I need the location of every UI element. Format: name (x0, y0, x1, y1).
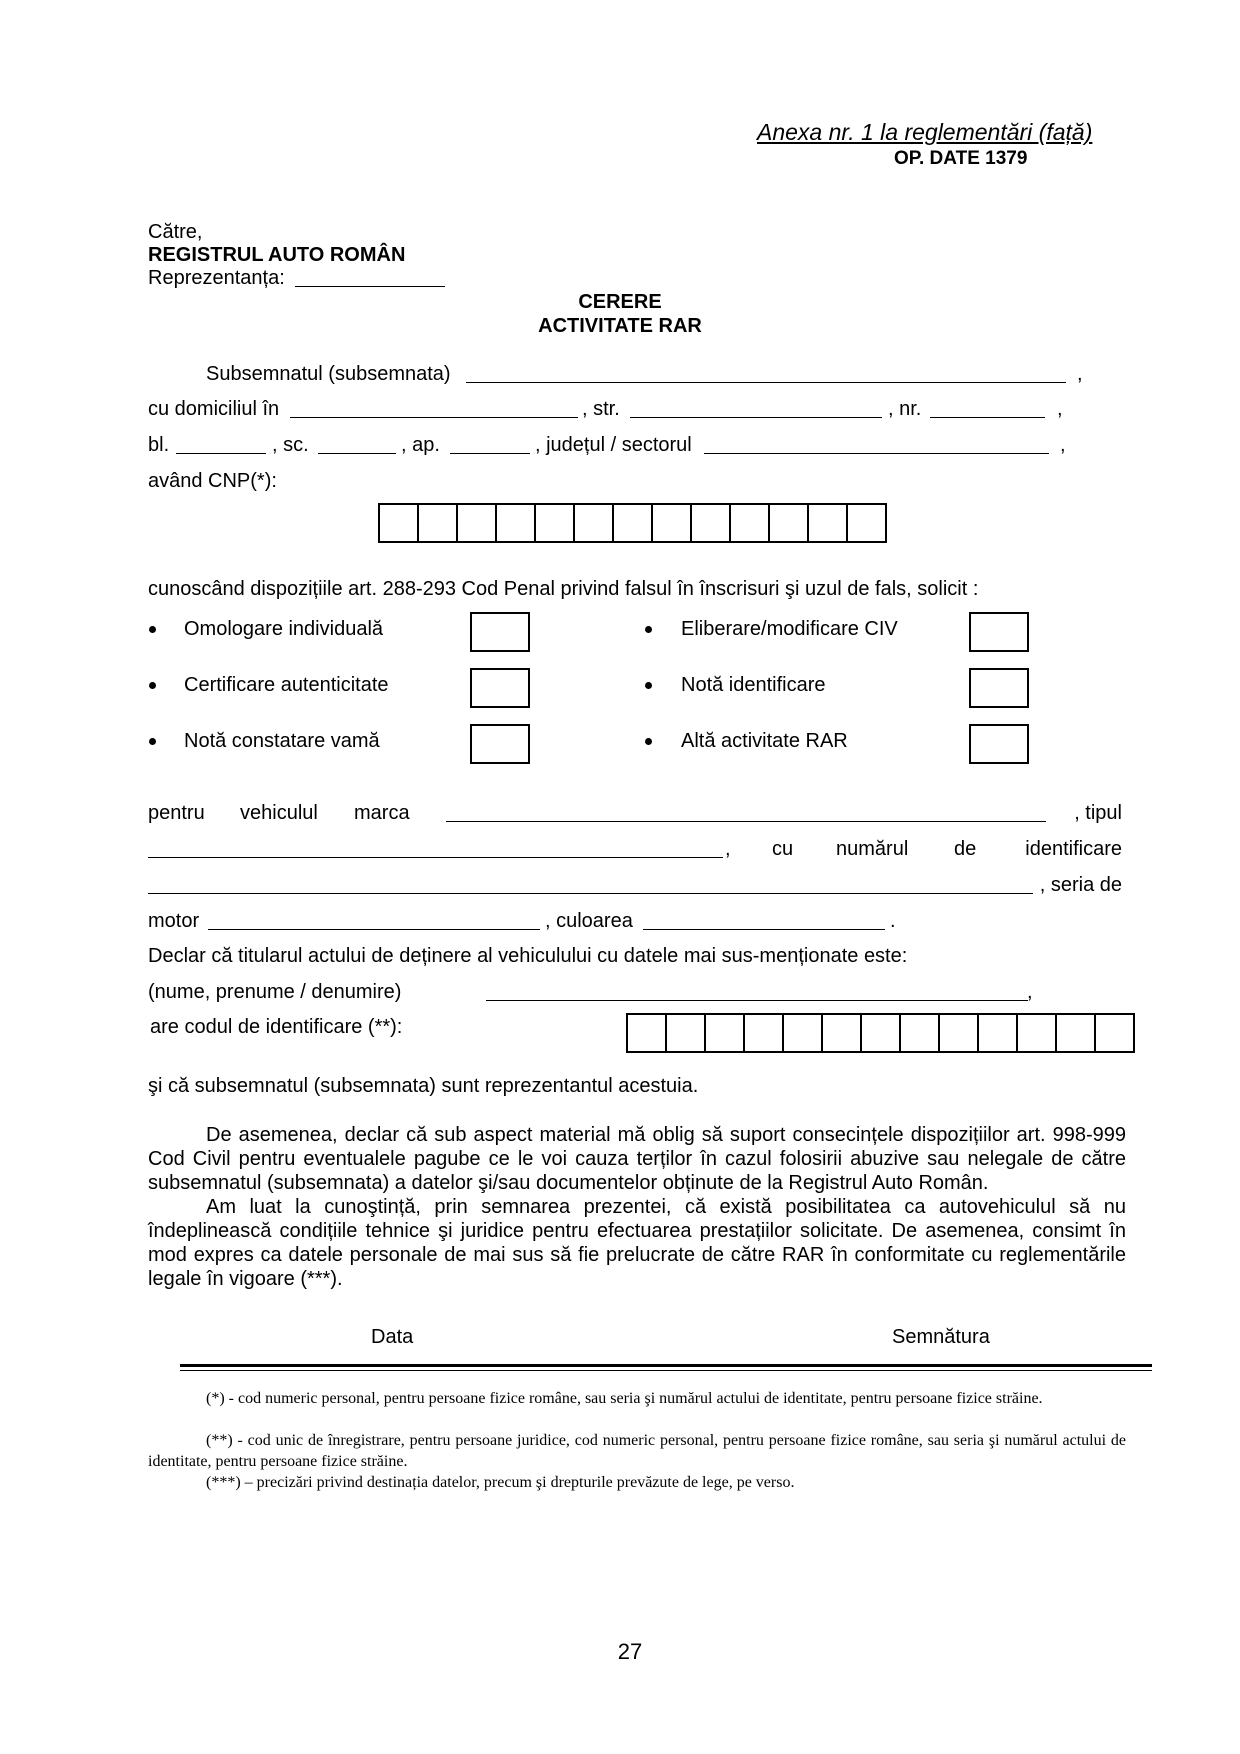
option-checkbox[interactable] (969, 724, 1029, 764)
owner-code-label: are codul de identificare (**): (150, 1016, 403, 1038)
make-field[interactable] (446, 821, 1046, 822)
vin-field[interactable] (148, 893, 1033, 894)
representative-label: Reprezentanța: (148, 267, 285, 289)
domiciliu-field[interactable] (290, 417, 578, 418)
form-title: CERERE (578, 291, 662, 313)
vehicle-word: identificare (1025, 838, 1122, 860)
owner-code-grid[interactable] (626, 1013, 1135, 1053)
street-field[interactable] (630, 417, 882, 418)
cnp-cell[interactable] (575, 505, 614, 541)
code-cell[interactable] (1096, 1015, 1135, 1051)
cnp-cell[interactable] (614, 505, 653, 541)
vehicle-word: pentru (148, 802, 205, 824)
comma: , (1060, 434, 1066, 456)
code-cell[interactable] (1057, 1015, 1096, 1051)
bullet-icon (645, 626, 652, 633)
option-checkbox[interactable] (969, 612, 1029, 652)
code-cell[interactable] (706, 1015, 745, 1051)
type-field[interactable] (148, 857, 723, 858)
comma: , (1077, 363, 1083, 385)
cnp-label: având CNP(*): (148, 470, 277, 492)
domiciliu-label: cu domiciliul în (148, 398, 280, 420)
option-label: Certificare autenticitate (184, 674, 389, 696)
engine-series-label: , seria de (1039, 874, 1122, 896)
code-cell[interactable] (823, 1015, 862, 1051)
subsemnatul-label: Subsemnatul (subsemnata) (206, 363, 451, 385)
separator-line (180, 1370, 1152, 1371)
code-cell[interactable] (628, 1015, 667, 1051)
signature-label: Semnătura (892, 1326, 990, 1348)
option-checkbox[interactable] (470, 668, 530, 708)
comma: , (1057, 398, 1063, 420)
county-field[interactable] (704, 453, 1049, 454)
code-cell[interactable] (1018, 1015, 1057, 1051)
number-label: , nr. (888, 398, 922, 420)
cnp-cell[interactable] (458, 505, 497, 541)
liability-paragraph: De asemenea, declar că sub aspect material mă oblig să suport consecințele dispozițiilor art. 998-999 Cod Civil pentru eventualele pagube ce le voi cauza terților în cazul folosirii abuzive sau nelegale de către subsemnatul (subsemnata) a datelor şi/sau documentelor obținute de la Registrul Auto Român. (148, 1124, 1126, 1194)
cnp-grid[interactable] (378, 503, 887, 543)
block-field[interactable] (176, 453, 266, 454)
county-label: , județul / sectorul (535, 434, 692, 456)
code-cell[interactable] (862, 1015, 901, 1051)
option-label: Notă identificare (681, 674, 826, 696)
code-cell[interactable] (979, 1015, 1018, 1051)
comma: , (1027, 981, 1033, 1003)
footnote-1: (*) - cod numeric personal, pentru persoane fizice române, sau seria şi numărul actului de identitate, pentru persoane fizice străine. (206, 1390, 1043, 1407)
date-label: Data (371, 1326, 414, 1348)
option-checkbox[interactable] (470, 612, 530, 652)
vehicle-word: numărul (836, 838, 909, 860)
color-field[interactable] (643, 929, 885, 930)
cnp-cell[interactable] (692, 505, 731, 541)
cnp-cell[interactable] (419, 505, 458, 541)
op-date-label: OP. DATE 1379 (894, 148, 1028, 169)
owner-declaration: Declar că titularul actului de deținere al vehiculului cu datele mai sus-menționate este: (148, 945, 908, 967)
vehicle-word: de (954, 838, 977, 860)
staircase-label: , sc. (272, 434, 309, 456)
bullet-icon (645, 682, 652, 689)
cnp-cell[interactable] (380, 505, 419, 541)
annex-label: Anexa nr. 1 la reglementări (față) (757, 119, 1093, 145)
representative-statement: şi că subsemnatul (subsemnata) sunt reprezentantul acestuia. (148, 1075, 699, 1097)
option-label: Altă activitate RAR (681, 730, 848, 752)
option-label: Eliberare/modificare CIV (681, 618, 898, 640)
code-cell[interactable] (901, 1015, 940, 1051)
owner-name-label: (nume, prenume / denumire) (148, 981, 402, 1003)
name-field[interactable] (466, 382, 1066, 383)
option-label: Omologare individuală (184, 618, 384, 640)
code-cell[interactable] (667, 1015, 706, 1051)
cnp-cell[interactable] (497, 505, 536, 541)
block-label: bl. (148, 434, 170, 456)
option-label: Notă constatare vamă (184, 730, 380, 752)
page-number: 27 (617, 1639, 643, 1664)
owner-name-field[interactable] (486, 1000, 1028, 1001)
code-cell[interactable] (940, 1015, 979, 1051)
footnote-2: (**) - cod unic de înregistrare, pentru persoane juridice, cod numeric personal, pentru persoane fizice române, sau seria şi numărul actului de identitate, pentru persoane fizice străine. (148, 1432, 1126, 1470)
option-checkbox[interactable] (470, 724, 530, 764)
separator-line (180, 1364, 1152, 1367)
bullet-icon (149, 738, 156, 745)
street-label: , str. (582, 398, 620, 420)
bullet-icon (149, 626, 156, 633)
code-cell[interactable] (784, 1015, 823, 1051)
cnp-cell[interactable] (731, 505, 770, 541)
cnp-cell[interactable] (848, 505, 887, 541)
comma: , (725, 838, 731, 860)
footnote-3: (***) – precizări privind destinația datelor, precum şi drepturile prevăzute de lege, pe verso. (206, 1474, 795, 1491)
bullet-icon (149, 682, 156, 689)
representative-field[interactable] (295, 286, 445, 287)
addressee-to: Către, (148, 221, 203, 243)
request-intro: cunoscând dispozițiile art. 288-293 Cod Penal privind falsul în înscrisuri şi uzul de fals, solicit : (148, 578, 979, 600)
form-subtitle: ACTIVITATE RAR (538, 315, 702, 337)
motor-label: motor (148, 910, 200, 932)
color-label: , culoarea (545, 910, 633, 932)
vehicle-word: marca (354, 802, 410, 824)
cnp-cell[interactable] (770, 505, 809, 541)
apartment-field[interactable] (450, 453, 530, 454)
bullet-icon (645, 738, 652, 745)
cnp-cell[interactable] (809, 505, 848, 541)
number-field[interactable] (930, 417, 1045, 418)
cnp-cell[interactable] (653, 505, 692, 541)
consent-paragraph: Am luat la cunoştință, prin semnarea prezentei, că există posibilitatea ca autovehiculul să nu îndeplinească condițiile tehnice şi juridice pentru efectuarea prestațiilor solicitate. De asemenea, consimt în mod expres ca datele personale de mai sus să fie prelucrate de către RAR în conformitate cu reglementările legale în vigoare (***). (148, 1196, 1126, 1290)
period: . (890, 910, 896, 932)
engine-field[interactable] (208, 929, 540, 930)
vehicle-word: cu (772, 838, 794, 860)
option-checkbox[interactable] (969, 668, 1029, 708)
code-cell[interactable] (745, 1015, 784, 1051)
cnp-cell[interactable] (536, 505, 575, 541)
apartment-label: , ap. (401, 434, 440, 456)
vehicle-word: vehiculul (240, 802, 318, 824)
type-label: , tipul (1074, 802, 1122, 824)
addressee-org: REGISTRUL AUTO ROMÂN (148, 244, 406, 266)
staircase-field[interactable] (318, 453, 396, 454)
